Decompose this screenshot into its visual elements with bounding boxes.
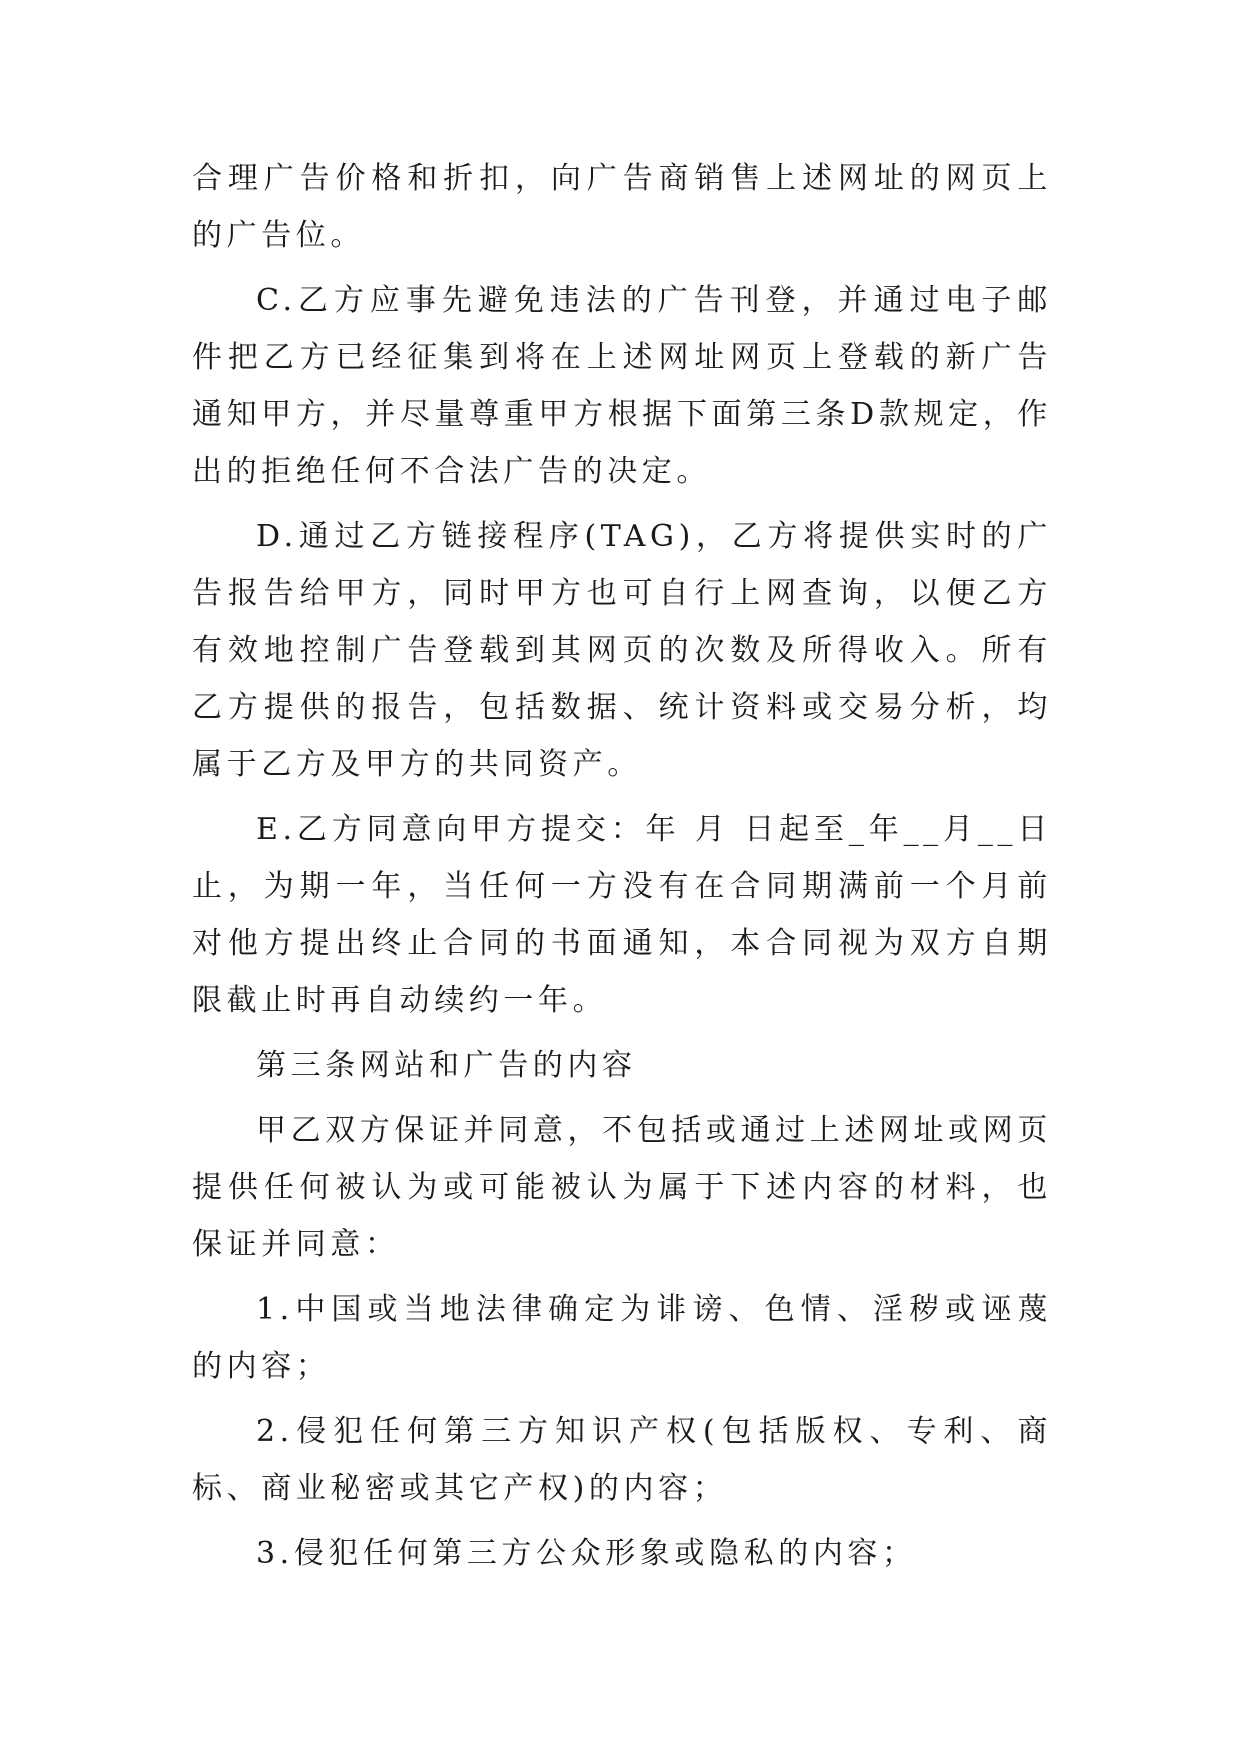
- paragraph-content-guarantee: 甲乙双方保证并同意，不包括或通过上述网址或网页提供任何被认为或可能被认为属于下述内容的材料，也保证并同意：: [192, 1113, 1052, 1262]
- paragraph-ad-pricing-continued: 合理广告价格和折扣，向广告商销售上述网址的网页上的广告位。: [192, 161, 1052, 253]
- document-body: [192, 150, 1052, 1590]
- paragraph-clause-e: E.乙方同意向甲方提交：年 月 日起至_年__月__日止，为期一年，当任何一方没有在合同期满前一个月前对他方提出终止合同的书面通知，本合同视为双方自期限截止时再自动续约一年。: [192, 812, 1052, 1018]
- list-item-2: 2.侵犯任何第三方知识产权(包括版权、专利、商标、商业秘密或其它产权)的内容；: [192, 1414, 1052, 1506]
- paragraph-clause-d: D.通过乙方链接程序(TAG)，乙方将提供实时的广告报告给甲方，同时甲方也可自行上网查询，以便乙方有效地控制广告登载到其网页的次数及所得收入。所有乙方提供的报告，包括数据、统计资料或交易分析，均属于乙方及甲方的共同资产。: [192, 519, 1052, 782]
- paragraph-clause-c: C.乙方应事先避免违法的广告刊登，并通过电子邮件把乙方已经征集到将在上述网址网页上登载的新广告通知甲方，并尽量尊重甲方根据下面第三条D款规定，作出的拒绝任何不合法广告的决定。: [192, 283, 1052, 489]
- section-heading-article-3: 第三条网站和广告的内容: [256, 1048, 637, 1083]
- list-item-1: 1.中国或当地法律确定为诽谤、色情、淫秽或诬蔑的内容；: [192, 1292, 1052, 1384]
- list-item-3: 3.侵犯任何第三方公众形象或隐私的内容；: [256, 1536, 917, 1571]
